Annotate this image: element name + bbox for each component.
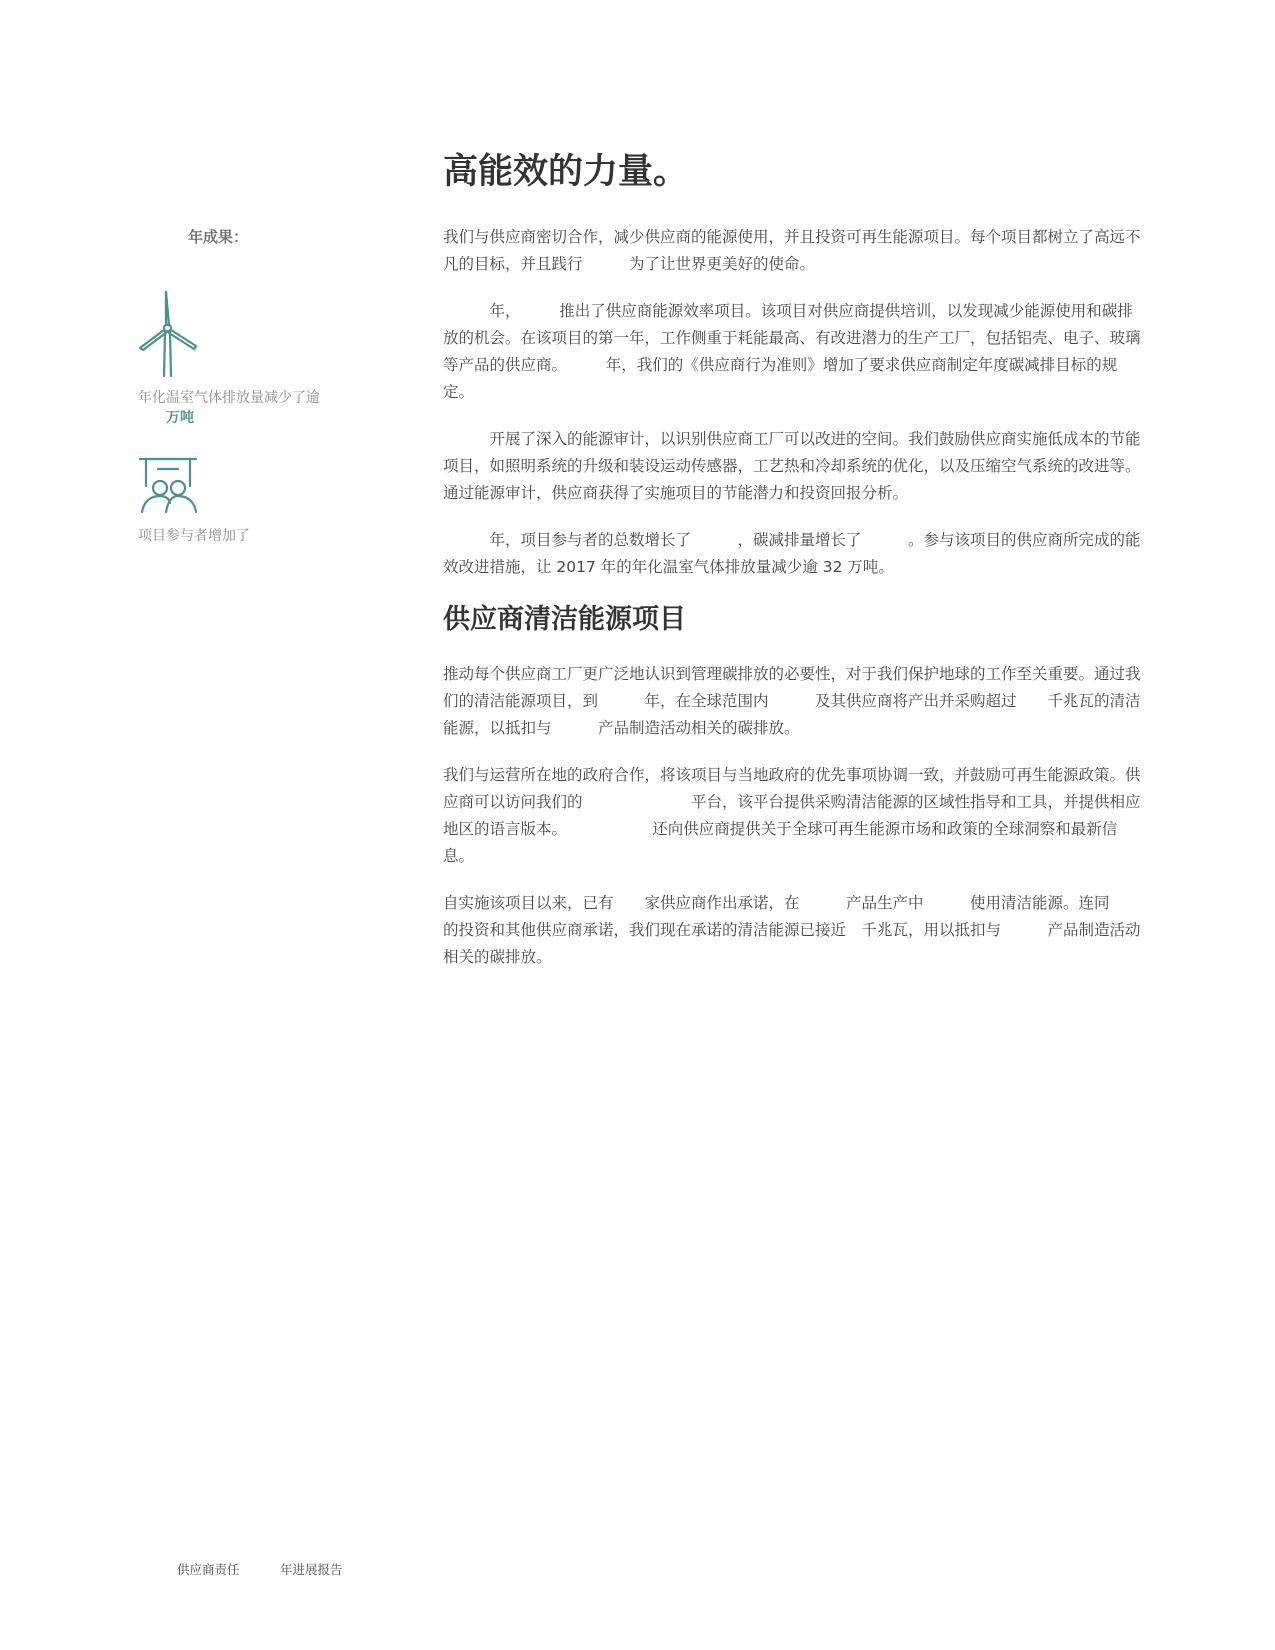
- stat-participants-text: 项目参与者增加了: [138, 528, 250, 544]
- redacted-year: [254, 1560, 267, 1578]
- page-footer: [138, 1560, 343, 1578]
- people-board-icon: [138, 456, 208, 516]
- stat-emission-reduction-text: 年化温室气体排放量减少了逾: [138, 390, 320, 406]
- footer-right-text: 年进展报告: [280, 1562, 343, 1577]
- paragraph: 我们与供应商密切合作，减少供应商的能源使用，并且投资可再生能源项目。每个项目都树立了高远不凡的目标，并且践行 为了让世界更美好的使命。: [443, 228, 1141, 273]
- main-content: [443, 150, 1157, 991]
- sidebar-heading: [138, 226, 358, 248]
- redacted-brand: [138, 1560, 163, 1578]
- section-subtitle: 供应商清洁能源项目: [443, 604, 686, 635]
- paragraph: 年， 推出了供应商能源效率项目。该项目对供应商提供培训，以发现减少能源使用和碳排放的机会。在该项目的第一年，工作侧重于耗能最高、有改进潜力的生产工厂，包括铝壳、电子、玻璃等产品的供应商。 年，我们的《供应商行为准则》增加了要求供应商制定年度碳减排目标的规定。: [443, 302, 1141, 401]
- paragraph: 开展了深入的能源审计，以识别供应商工厂可以改进的空间。我们鼓励供应商实施低成本的节能项目，如照明系统的升级和装设运动传感器，工艺热和冷却系统的优化，以及压缩空气系统的改进等。通过能源审计，供应商获得了实施项目的节能潜力和投资回报分析。: [443, 430, 1141, 502]
- paragraph: 推动每个供应商工厂更广泛地认识到管理碳排放的必要性，对于我们保护地球的工作至关重要。通过我们的清洁能源项目，到 年，在全球范围内 及其供应商将产出并采购超过 千兆瓦的清洁能源，以抵扣与 产品制造活动相关的碳排放。: [443, 665, 1141, 737]
- page-title: 高能效的力量。: [443, 152, 689, 192]
- stat-emission-reduction-value: 万吨: [166, 410, 194, 426]
- paragraph: 我们与运营所在地的政府合作，将该项目与当地政府的优先事项协调一致，并鼓励可再生能源政策。供应商可以访问我们的 平台，该平台提供采购清洁能源的区域性指导和工具，并提供相应地区的语言版本。 还向供应商提供关于全球可再生能源市场和政策的全球洞察和最新信息。: [443, 766, 1141, 865]
- footer-left-text: 供应商责任: [177, 1562, 240, 1577]
- wind-turbine-icon: [138, 288, 208, 378]
- paragraph: 年，项目参与者的总数增长了 ，碳减排量增长了 。参与该项目的供应商所完成的能效改进措施，让 2017 年的年化温室气体排放量减少逾 32 万吨。: [443, 531, 1141, 576]
- paragraph: 自实施该项目以来，已有 家供应商作出承诺，在 产品生产中 使用清洁能源。连同 的投资和其他供应商承诺，我们现在承诺的清洁能源已接近 千兆瓦，用以抵扣与 产品制造活动相关的碳排放。: [443, 894, 1157, 966]
- results-sidebar: [138, 226, 358, 546]
- sidebar-heading-label: 年成果：: [188, 228, 249, 246]
- redacted-year: [138, 226, 188, 248]
